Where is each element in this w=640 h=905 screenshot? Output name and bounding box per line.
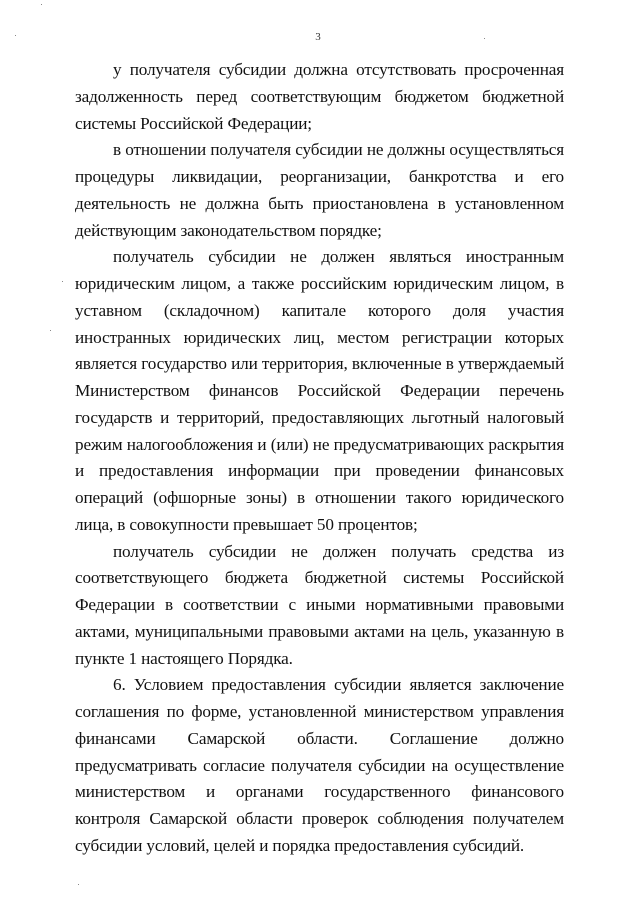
paragraph-overdue-debt: у получателя субсидии должна отсутствовать просроченная задолженность перед соответствующим бюджетом бюджетной системы Российской Федерации; — [75, 60, 564, 133]
paragraph-other-funds: получатель субсидии не должен получать средства из соответствующего бюджета бюджетной системы Российской Федерации в соответствии с иными нормативными правовыми актами, муниципальными правовыми актами на цель, указанную в пункте 1 настоящего Порядка. — [75, 541, 564, 668]
scan-speck — [78, 884, 79, 885]
page-number: 3 — [315, 31, 321, 43]
scan-speck — [50, 330, 51, 331]
scan-speck — [41, 4, 42, 5]
scan-speck — [62, 281, 63, 282]
paragraph-foreign-entity: получатель субсидии не должен являться иностранным юридическим лицом, а также российским юридическим лицом, в уставном (складочном) капитале которого доля участия иностранных юридических лиц, местом регистрации которых является государство или территория, включенные в утверждаемый Министерством финансов Российской Федерации перечень государств и территорий, предоставляющих льготный налоговый режим налогообложения и (или) не предусматривающих раскрытия и предоставления информации при проведении финансовых операций (офшорные зоны) в отношении такого юридического лица, в совокупности превышает 50 процентов; — [75, 247, 564, 534]
paragraph-liquidation: в отношении получателя субсидии не должны осуществляться процедуры ликвидации, реорганизации, банкротства и его деятельность не должна быть приостановлена в установленном действующим законодательством порядке; — [75, 140, 564, 240]
paragraph-section-6-agreement: 6. Условием предоставления субсидии является заключение соглашения по форме, установленной министерством управления финансами Самарской области. Соглашение должно предусматривать согласие получателя субсидии на осуществление министерством и органами государственного финансового контроля Самарской области проверок соблюдения получателем субсидии условий, целей и порядка предоставления субсидий. — [75, 675, 564, 855]
document-body — [75, 57, 564, 860]
